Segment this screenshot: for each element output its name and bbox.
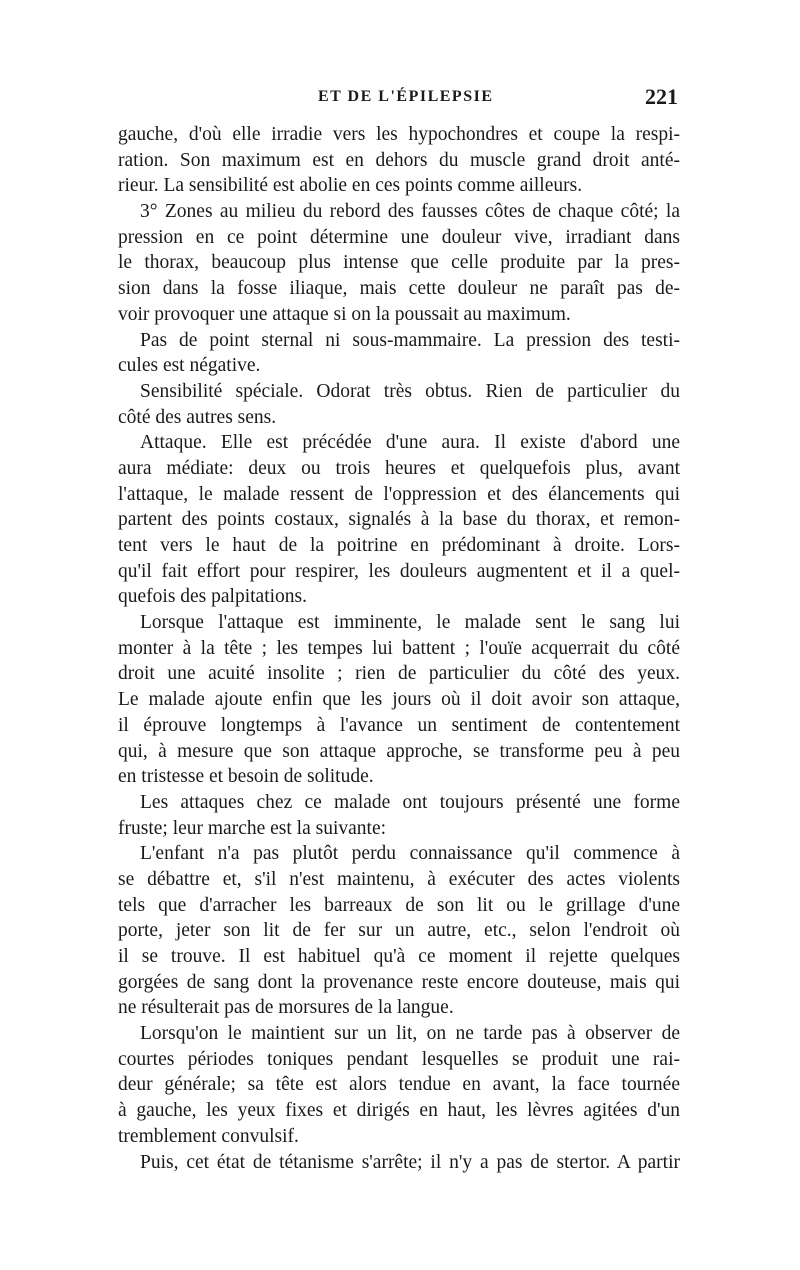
page-header: [118, 84, 678, 112]
text-line: en tristesse et besoin de solitude.: [118, 766, 374, 788]
text-line: il se trouve. Il est habituel qu'à ce moment il rejette quelques: [118, 946, 680, 967]
text-line: aura médiate: deux ou trois heures et quelquefois plus, avant: [118, 457, 680, 479]
text-line: gorgées de sang dont la provenance reste encore douteuse, mais qui: [118, 971, 680, 993]
text-line: le thorax, beaucoup plus intense que celle produite par la pres-: [118, 252, 680, 274]
text-line: quefois des palpitations.: [118, 586, 308, 608]
text-line: sion dans la fosse iliaque, mais cette douleur ne paraît pas de-: [118, 278, 680, 300]
text-line: Lorsqu'on le maintient sur un lit, on ne tarde pas à observer de: [140, 1023, 680, 1045]
text-line: côté des autres sens.: [118, 406, 277, 428]
text-line: voir provoquer une attaque si on la poussait au maximum.: [118, 303, 571, 325]
text-line: Les attaques chez ce malade ont toujours présenté une forme: [140, 791, 680, 813]
text-line: Puis, cet état de tétanisme s'arrête; il n'y a pas de stertor. A partir: [140, 1151, 680, 1173]
text-line: droit une acuité insolite ; rien de particulier du côté des yeux.: [118, 663, 680, 685]
text-line: rieur. La sensibilité est abolie en ces points comme ailleurs.: [118, 175, 583, 197]
text-line: pression en ce point détermine une douleur vive, irradiant dans: [118, 226, 680, 248]
text-line: tent vers le haut de la poitrine en prédominant à droite. Lors-: [118, 535, 680, 556]
text-line: tremblement convulsif.: [118, 1125, 299, 1147]
text-line: deur générale; sa tête est alors tendue en avant, la face tournée: [118, 1074, 680, 1096]
text-line: Le malade ajoute enfin que les jours où il doit avoir son attaque,: [118, 689, 680, 711]
text-line: Sensibilité spéciale. Odorat très obtus. Rien de particulier du: [140, 380, 680, 402]
text-line: porte, jeter son lit de fer sur un autre, etc., selon l'endroit où: [118, 920, 680, 942]
text-line: qu'il fait effort pour respirer, les douleurs augmentent et il a quel-: [118, 560, 680, 582]
text-line: il éprouve longtemps à l'avance un sentiment de contentement: [118, 714, 680, 736]
text-line: ration. Son maximum est en dehors du muscle grand droit anté-: [118, 149, 680, 171]
text-line: Attaque. Elle est précédée d'une aura. Il existe d'abord une: [140, 432, 680, 454]
text-line: gauche, d'où elle irradie vers les hypochondres et coupe la respi-: [118, 124, 680, 145]
text-line: L'enfant n'a pas plutôt perdu connaissance qu'il commence à: [140, 843, 680, 865]
text-line: cules est négative.: [118, 355, 261, 377]
text-line: courtes périodes toniques pendant lesquelles se produit une rai-: [118, 1048, 680, 1070]
text-line: tels que d'arracher les barreaux de son lit ou le grillage d'une: [118, 894, 680, 916]
text-line: partent des points costaux, signalés à la base du thorax, et remon-: [118, 509, 680, 531]
text-line: l'attaque, le malade ressent de l'oppression et des élancements qui: [118, 483, 680, 505]
text-line: qui, à mesure que son attaque approche, se transforme peu à peu: [118, 740, 680, 762]
text-line: ne résulterait pas de morsures de la langue.: [118, 997, 454, 1019]
text-line: monter à la tête ; les tempes lui battent ; l'ouïe acquerrait du côté: [118, 637, 680, 659]
text-line: 3° Zones au milieu du rebord des fausses côtes de chaque côté; la: [140, 201, 680, 223]
text-line: Lorsque l'attaque est imminente, le malade sent le sang lui: [140, 612, 680, 634]
text-line: Pas de point sternal ni sous-mammaire. La pression des testi-: [140, 329, 680, 351]
text-line: à gauche, les yeux fixes et dirigés en haut, les lèvres agitées d'un: [118, 1100, 680, 1122]
page-number: 221: [645, 84, 678, 109]
text-line: fruste; leur marche est la suivante:: [118, 817, 387, 839]
body-text: [118, 122, 680, 1175]
running-title: ET DE L'ÉPILEPSIE: [318, 88, 494, 105]
text-line: se débattre et, s'il n'est maintenu, à exécuter des actes violents: [118, 868, 680, 890]
